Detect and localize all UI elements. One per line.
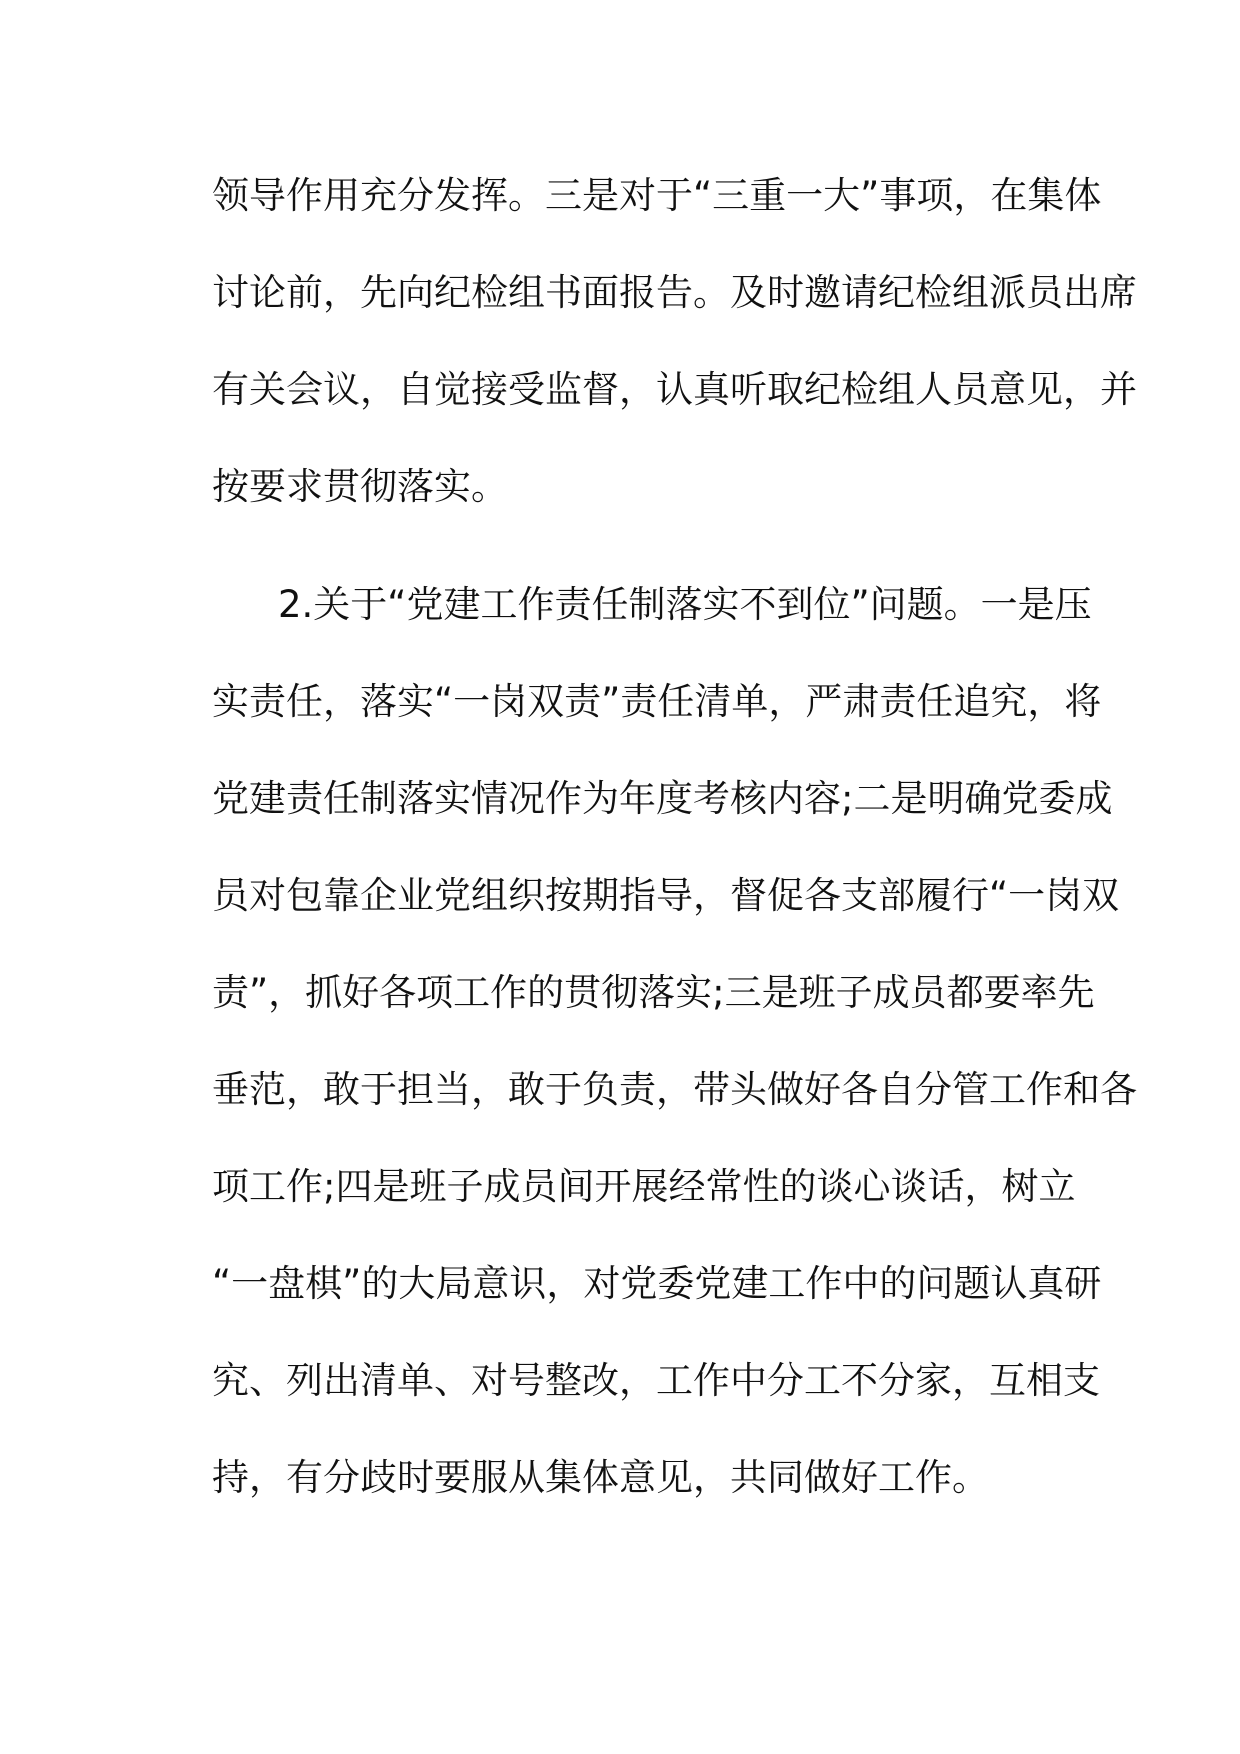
paragraph-start-line: 2.关于“党建工作责任制落实不到位”问题。一是压: [278, 583, 1092, 626]
text-line: 责”，抓好各项工作的贯彻落实;三是班子成员都要率先: [212, 971, 1095, 1014]
text-line: 项工作;四是班子成员间开展经常性的谈心谈话，树立: [212, 1165, 1076, 1208]
text-line: 实责任，落实“一岗双责”责任清单，严肃责任追究，将: [212, 680, 1102, 723]
text-line: 党建责任制落实情况作为年度考核内容;二是明确党委成: [212, 777, 1113, 820]
text-line: 持，有分歧时要服从集体意见，共同做好工作。: [212, 1456, 989, 1499]
text-line: 究、列出清单、对号整改，工作中分工不分家，互相支: [212, 1359, 1100, 1402]
text-line: 按要求贯彻落实。: [212, 465, 508, 508]
text-line: 员对包靠企业党组织按期指导，督促各支部履行“一岗双: [212, 874, 1120, 917]
text-line: “一盘棋”的大局意识，对党委党建工作中的问题认真研: [212, 1262, 1102, 1305]
text-line: 垂范，敢于担当，敢于负责，带头做好各自分管工作和各: [212, 1068, 1137, 1111]
text-line: 领导作用充分发挥。三是对于“三重一大”事项，在集体: [212, 174, 1102, 217]
text-line: 有关会议，自觉接受监督，认真听取纪检组人员意见，并: [212, 368, 1137, 411]
text-line: 讨论前，先向纪检组书面报告。及时邀请纪检组派员出席: [212, 271, 1137, 314]
